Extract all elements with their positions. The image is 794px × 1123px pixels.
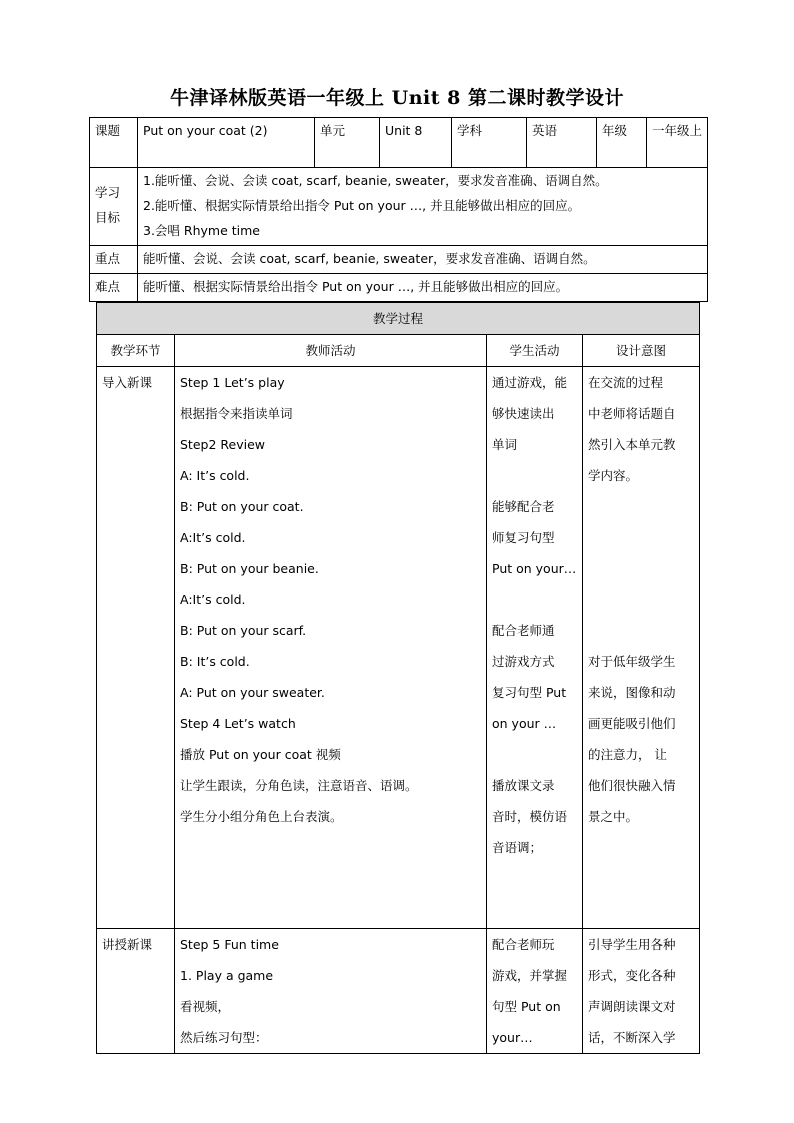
cell-line: 师复习句型 (492, 530, 555, 545)
cell-line: 声调朗读课文对 (588, 999, 676, 1014)
key-label: 重点 (90, 246, 138, 274)
unit-value: Unit 8 (380, 118, 452, 168)
stage-cell: 讲授新课 (97, 929, 175, 1054)
col-design-header: 设计意图 (583, 335, 700, 367)
cell-line: B: Put on your coat. (180, 499, 304, 514)
cell-line (588, 553, 694, 584)
cell-line: 能够配合老 (492, 499, 555, 514)
process-header: 教学过程 (97, 303, 700, 335)
cell-line: 对于低年级学生 (588, 654, 676, 669)
info-row-difficulty (90, 274, 708, 302)
cell-line: 1. Play a game (180, 968, 274, 983)
subject-value: 英语 (527, 118, 597, 168)
cell-line: Put on your… (492, 561, 577, 576)
col-stage-header: 教学环节 (97, 335, 175, 367)
cell-line: Step2 Review (180, 437, 265, 452)
info-row-topic (90, 118, 708, 168)
cell-line: Step 1 Let’s play (180, 375, 285, 390)
cell-line: 配合老师通 (492, 623, 555, 638)
cell-line: 播放课文录 (492, 778, 555, 793)
table-row (97, 367, 700, 929)
cell-line: A: Put on your sweater. (180, 685, 325, 700)
page-title: 牛津译林版英语一年级上 Unit 8 第二课时教学设计 (170, 87, 624, 109)
cell-line: 够快速读出 (492, 406, 555, 421)
goal-item: 2.能听懂、根据实际情景给出指令 Put on your …, 并且能够做出相应的回应。 (143, 198, 581, 213)
goal-item: 3.会唱 Rhyme time (143, 223, 260, 238)
cell-line: 播放 Put on your coat 视频 (180, 747, 341, 762)
cell-line: 然后练习句型： (180, 1030, 268, 1045)
cell-line: 句型 Put on (492, 999, 561, 1014)
cell-line (588, 491, 694, 522)
table-row (97, 929, 700, 1054)
cell-line: 引导学生用各种 (588, 937, 676, 952)
col-student-header: 学生活动 (487, 335, 583, 367)
process-header-row (97, 303, 700, 335)
cell-line: B: Put on your beanie. (180, 561, 319, 576)
difficulty-label: 难点 (90, 274, 138, 302)
goals-cell (138, 168, 708, 246)
teacher-activity-cell (175, 367, 487, 929)
cell-line: 学生分小组分角色上台表演。 (180, 809, 343, 824)
cell-line: 然引入本单元教 (588, 437, 676, 452)
difficulty-value: 能听懂、根据实际情景给出指令 Put on your …, 并且能够做出相应的回应。 (138, 274, 708, 302)
cell-line: 过游戏方式 (492, 654, 555, 669)
cell-line: 的注意力， 让 (588, 747, 667, 762)
cell-line (588, 615, 694, 646)
goal-item: 1.能听懂、会说、会读 coat, scarf, beanie, sweater，要求发音准确、语调自然。 (143, 173, 608, 188)
cell-line: 通过游戏，能 (492, 375, 568, 390)
cell-line (492, 739, 577, 770)
cell-line: 景之中。 (588, 809, 639, 824)
cell-line: 音语调； (492, 840, 543, 855)
column-header-row (97, 335, 700, 367)
cell-line: 游戏，并掌握 (492, 968, 568, 983)
cell-line (588, 584, 694, 615)
cell-line: 单词 (492, 437, 518, 452)
cell-line: Step 5 Fun time (180, 937, 279, 952)
topic-label: 课题 (90, 118, 138, 168)
goals-label: 学习目标 (90, 168, 138, 246)
cell-line: A: It’s cold. (180, 468, 250, 483)
grade-label: 年级 (597, 118, 647, 168)
cell-line (492, 460, 577, 491)
cell-line (588, 522, 694, 553)
cell-line: on your … (492, 716, 557, 731)
stage-cell: 导入新课 (97, 367, 175, 929)
student-activity-cell (487, 367, 583, 929)
cell-line: 音时，模仿语 (492, 809, 568, 824)
cell-line: A:It’s cold. (180, 592, 246, 607)
cell-line (492, 584, 577, 615)
process-table (96, 302, 700, 1054)
info-table (89, 117, 708, 302)
cell-line: 在交流的过程 (588, 375, 664, 390)
col-teacher-header: 教师活动 (175, 335, 487, 367)
cell-line: 他们很快融入情 (588, 778, 676, 793)
cell-line: 配合老师玩 (492, 937, 555, 952)
cell-line: A:It’s cold. (180, 530, 246, 545)
grade-value: 一年级上 (647, 118, 708, 168)
design-intent-cell (583, 929, 700, 1054)
cell-line: 形式，变化各种 (588, 968, 676, 983)
topic-value: Put on your coat (2) (138, 118, 315, 168)
student-activity-cell (487, 929, 583, 1054)
cell-line: 让学生跟读，分角色读，注意语音、语调。 (180, 778, 418, 793)
cell-line: 根据指令来指读单词 (180, 406, 293, 421)
design-intent-cell (583, 367, 700, 929)
cell-line: 看视频， (180, 999, 231, 1014)
cell-line: B: It’s cold. (180, 654, 250, 669)
key-value: 能听懂、会说、会读 coat, scarf, beanie, sweater，要求发音准确、语调自然。 (138, 246, 708, 274)
cell-line: 画更能吸引他们 (588, 716, 676, 731)
info-row-key (90, 246, 708, 274)
cell-line: 学内容。 (588, 468, 639, 483)
cell-line: your… (492, 1030, 533, 1045)
cell-line: B: Put on your scarf. (180, 623, 307, 638)
teacher-activity-cell (175, 929, 487, 1054)
cell-line: 复习句型 Put (492, 685, 567, 700)
cell-line: 话，不断深入学 (588, 1030, 676, 1045)
cell-line: 来说，图像和动 (588, 685, 676, 700)
info-row-goals (90, 168, 708, 246)
cell-line: Step 4 Let’s watch (180, 716, 296, 731)
cell-line: 中老师将话题自 (588, 406, 676, 421)
subject-label: 学科 (452, 118, 527, 168)
unit-label: 单元 (315, 118, 380, 168)
